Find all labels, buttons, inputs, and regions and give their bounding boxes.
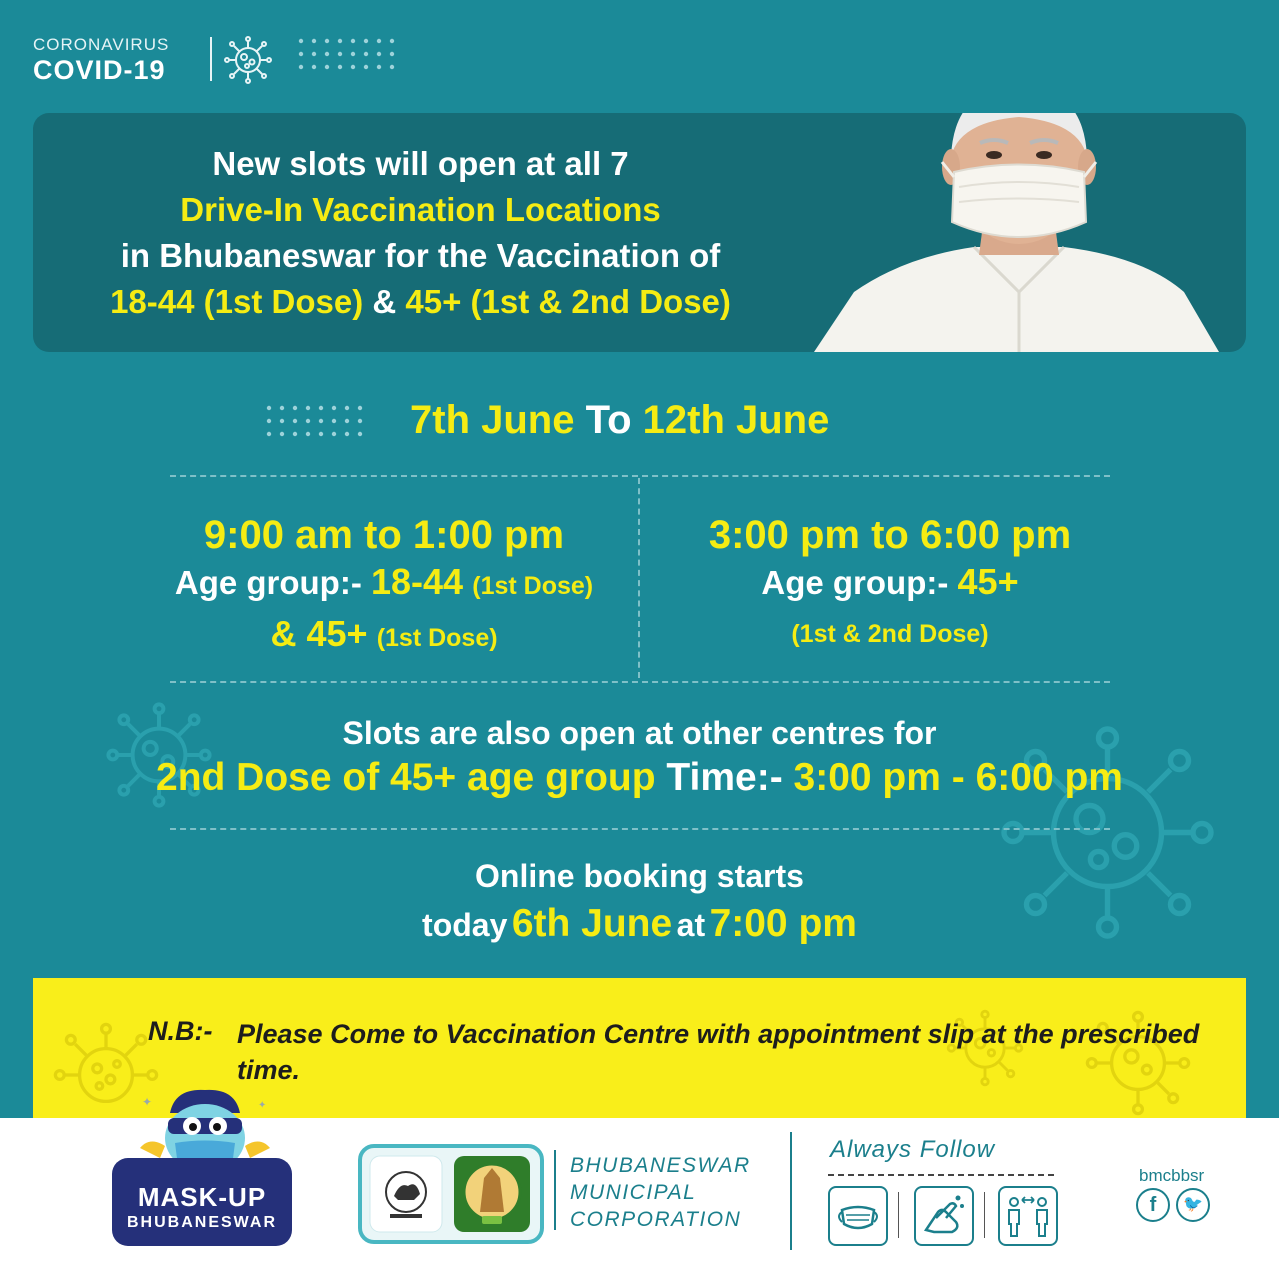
hand-wash-icon	[914, 1186, 974, 1246]
other-centres-notice	[0, 713, 1279, 803]
booking-line-2	[0, 896, 1279, 960]
announcement-line-4	[33, 279, 808, 325]
social-handle: bmcbbsr	[1139, 1166, 1205, 1185]
booking-today: today	[422, 907, 508, 943]
header-small-text: CORONAVIRUS	[33, 35, 170, 54]
announcement-text	[33, 141, 808, 325]
end-date: 12th June	[642, 398, 830, 442]
mask-up-badge	[112, 1158, 292, 1246]
government-logos	[358, 1144, 544, 1244]
announcement-panel	[33, 113, 1246, 352]
dashed-divider	[170, 681, 1110, 683]
dashed-divider	[170, 475, 1110, 477]
dashed-divider	[170, 828, 1110, 830]
header-divider	[210, 37, 212, 81]
other-centres-line-2	[0, 753, 1279, 803]
booking-date: 6th June	[511, 902, 673, 945]
bmc-name-line-1: BHUBANESWAR	[570, 1154, 751, 1177]
announcement-line-2: Drive-In Vaccination Locations	[180, 191, 661, 228]
portrait-photo	[814, 113, 1224, 352]
always-follow-rule	[828, 1174, 1054, 1176]
booking-line-1: Online booking starts	[475, 858, 804, 894]
svg-text:✦: ✦	[142, 1095, 153, 1109]
announcement-line-3: in Bhubaneswar for the Vaccination of	[120, 237, 721, 274]
start-date: 7th June	[410, 398, 575, 442]
footer-divider	[790, 1132, 792, 1250]
twitter-icon[interactable]: 🐦	[1176, 1188, 1210, 1222]
face-mask-icon	[828, 1186, 888, 1246]
mask-up-subtitle: BHUBANESWAR	[127, 1214, 277, 1231]
bmc-name	[570, 1152, 751, 1233]
announcement-line-1: New slots will open at all 7	[212, 145, 629, 182]
date-range	[410, 398, 829, 443]
age-group-label: Age group:-	[174, 564, 362, 601]
social-distance-icon	[998, 1186, 1058, 1246]
slot-morning	[110, 512, 658, 662]
dot-grid-decoration	[266, 405, 370, 441]
svg-text:✦: ✦	[258, 1100, 267, 1111]
slot-evening-age-line	[640, 558, 1140, 607]
dot-grid-decoration	[298, 38, 402, 74]
always-follow-label: Always Follow	[830, 1136, 996, 1163]
bmc-name-line-3: CORPORATION	[570, 1208, 742, 1231]
age-18-44-text: 18-44 (1st Dose)	[110, 283, 364, 320]
odisha-emblem-logo	[368, 1154, 444, 1234]
slot-evening-age-line-2	[640, 607, 1140, 658]
slot-morning-age-2: & 45+	[270, 613, 368, 654]
ampersand-text: &	[372, 283, 397, 320]
date-to-word: To	[585, 398, 632, 442]
slot-morning-age: 18-44	[371, 561, 464, 602]
time-label: Time:-	[666, 756, 783, 799]
slot-morning-dose-2: (1st Dose)	[376, 624, 498, 652]
booking-time: 7:00 pm	[709, 902, 857, 945]
age-group-label: Age group:-	[761, 564, 949, 601]
slot-morning-dose: (1st Dose)	[472, 572, 594, 600]
other-centres-line-1: Slots are also open at other centres for	[342, 715, 937, 751]
header-big-text: COVID-19	[33, 55, 166, 85]
slot-evening-age: 45+	[957, 561, 1019, 602]
slot-evening-time: 3:00 pm to 6:00 pm	[708, 513, 1072, 557]
mask-up-title: MASK-UP	[137, 1182, 267, 1212]
age-45-plus-text: 45+ (1st & 2nd Dose)	[405, 283, 731, 320]
footer	[0, 1095, 1279, 1280]
bmc-name-line-2: MUNICIPAL	[570, 1181, 697, 1204]
footer-divider	[554, 1150, 556, 1230]
icon-divider	[984, 1192, 985, 1238]
note-text: Please Come to Vaccination Centre with appointment slip at the prescribed time.	[237, 1019, 1200, 1085]
slot-morning-time: 9:00 am to 1:00 pm	[203, 513, 565, 557]
booking-notice	[0, 856, 1279, 960]
slot-morning-age-line-2	[110, 610, 658, 662]
bmc-logo	[452, 1154, 532, 1234]
other-centres-time: 3:00 pm - 6:00 pm	[793, 756, 1123, 799]
booking-at: at	[676, 907, 706, 943]
icon-divider	[898, 1192, 899, 1238]
slot-morning-age-line	[110, 558, 658, 610]
slot-evening-dose: (1st & 2nd Dose)	[791, 620, 989, 648]
note-label: N.B:-	[148, 1016, 213, 1046]
second-dose-text: 2nd Dose of 45+ age group	[156, 756, 656, 799]
virus-icon	[223, 35, 273, 85]
slot-evening	[640, 512, 1140, 658]
facebook-icon[interactable]: f	[1136, 1188, 1170, 1222]
